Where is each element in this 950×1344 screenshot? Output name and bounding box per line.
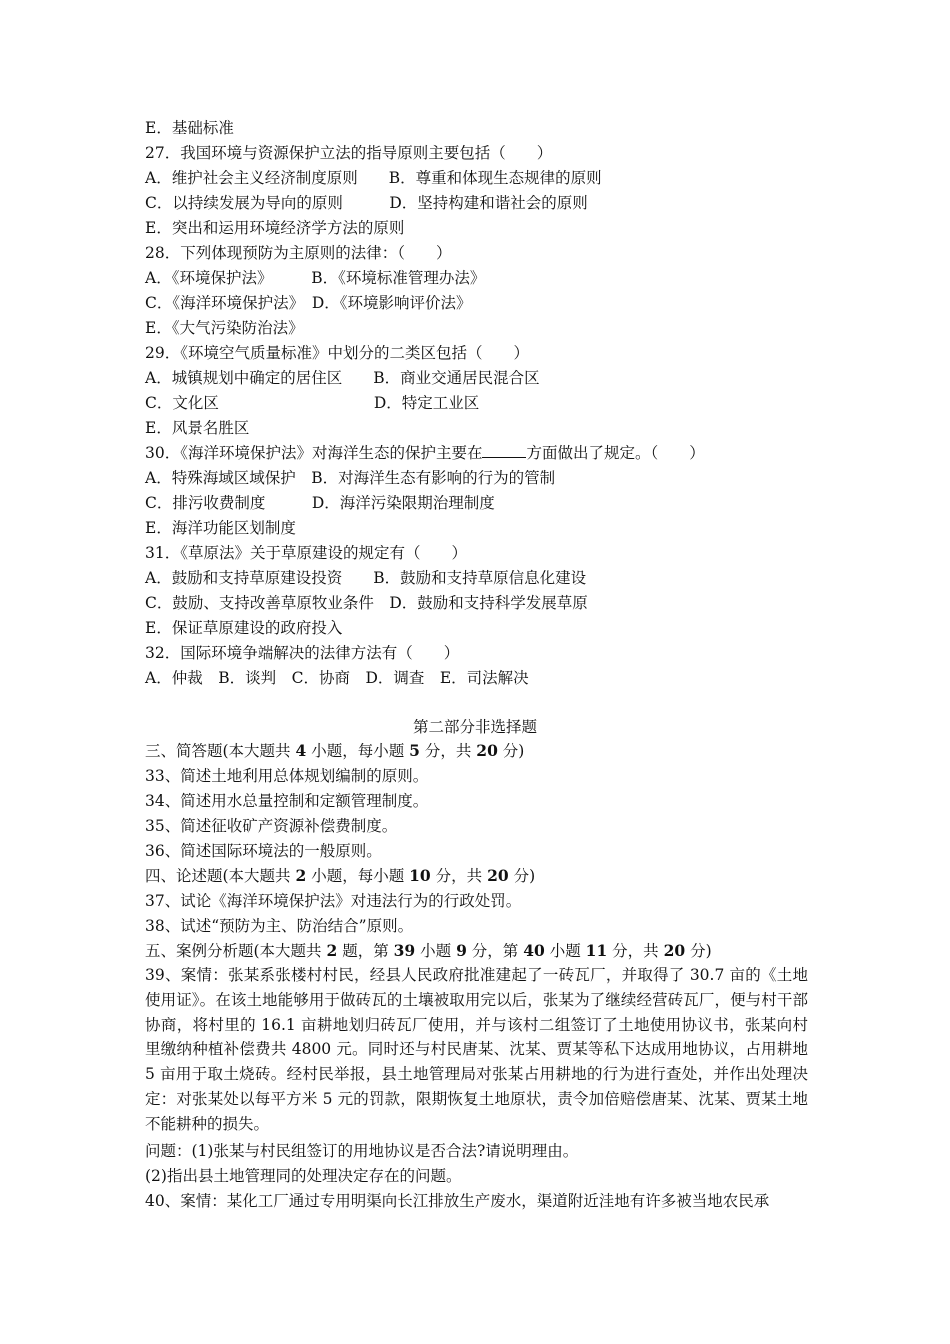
options-30-cd: C．排污收费制度 D．海洋污染限期治理制度 bbox=[145, 494, 495, 512]
section-number: 20 bbox=[476, 741, 498, 760]
section-number: 10 bbox=[409, 866, 431, 885]
section-three-heading bbox=[145, 741, 524, 761]
section-number: 20 bbox=[487, 866, 509, 885]
question-37: 37、试论《海洋环境保护法》对违法行为的行政处罚。 bbox=[145, 892, 522, 910]
section-number: 39 bbox=[393, 941, 416, 960]
options-32: A．仲裁 B．谈判 C．协商 D．调查 E．司法解决 bbox=[145, 669, 529, 687]
section-text: 分，共 bbox=[607, 942, 664, 960]
question-29: 29．《环境空气质量标准》中划分的二类区包括（ ） bbox=[145, 344, 529, 362]
options-31-ab: A．鼓励和支持草原建设投资 B．鼓励和支持草原信息化建设 bbox=[145, 569, 587, 587]
section-four-heading bbox=[145, 866, 535, 886]
section-number: 5 bbox=[409, 741, 420, 760]
section-text: 五、案例分析题(本大题共 bbox=[145, 942, 327, 960]
section-text: 分，共 bbox=[419, 742, 477, 760]
section-text: 题，第 bbox=[337, 942, 394, 960]
section-text: 小题，每小题 bbox=[306, 867, 410, 885]
option-28e: E．《大气污染防治法》 bbox=[145, 319, 304, 337]
case-39-question-2: (2)指出县土地管理同的处理决定存在的问题。 bbox=[145, 1167, 462, 1185]
options-30-ab: A．特殊海域区域保护 B．对海洋生态有影响的行为的管制 bbox=[145, 469, 556, 487]
section-text: 分) bbox=[685, 942, 712, 960]
fill-blank bbox=[482, 443, 526, 458]
question-35: 35、简述征收矿产资源补偿费制度。 bbox=[145, 817, 398, 835]
question-38: 38、试述“预防为主、防治结合”原则。 bbox=[145, 917, 414, 935]
options-29-ab: A．城镇规划中确定的居住区 B．商业交通居民混合区 bbox=[145, 369, 540, 387]
question-36: 36、简述国际环境法的一般原则。 bbox=[145, 842, 382, 860]
options-28-cd: C．《海洋环境保护法》 D．《环境影响评价法》 bbox=[145, 294, 472, 312]
section-number: 4 bbox=[295, 741, 307, 760]
section-number: 11 bbox=[585, 941, 608, 960]
question-31: 31．《草原法》关于草原建设的规定有（ ） bbox=[145, 544, 467, 562]
case-39-question-1: 问题：(1)张某与村民组签订的用地协议是否合法?请说明理由。 bbox=[145, 1142, 579, 1160]
section-number: 2 bbox=[326, 941, 338, 960]
section-text: 分，第 bbox=[466, 942, 524, 960]
section-text: 分) bbox=[497, 742, 525, 760]
section-text: 分) bbox=[508, 867, 536, 885]
section-text: 小题，每小题 bbox=[306, 742, 410, 760]
section-text: 三、简答题(本大题共 bbox=[145, 742, 296, 760]
options-28-ab: A．《环境保护法》 B．《环境标准管理办法》 bbox=[145, 269, 486, 287]
options-27-cd: C．以持续发展为导向的原则 D．坚持构建和谐社会的原则 bbox=[145, 194, 588, 212]
option-29e: E．风景名胜区 bbox=[145, 419, 250, 437]
options-29-cd: C．文化区 D．特定工业区 bbox=[145, 394, 480, 412]
question-28: 28．下列体现预防为主原则的法律：（ ） bbox=[145, 244, 452, 262]
question-30-end: 方面做出了规定。（ ） bbox=[526, 444, 705, 462]
question-27: 27．我国环境与资源保护立法的指导原则主要包括（ ） bbox=[145, 144, 553, 162]
section-text: 小题 bbox=[544, 942, 586, 960]
case-40-text: 40、案情：某化工厂通过专用明渠向长江排放生产废水，渠道附近洼地有许多被当地农民承 bbox=[145, 1192, 770, 1210]
section-text: 四、论述题(本大题共 bbox=[145, 867, 296, 885]
option-31e: E．保证草原建设的政府投入 bbox=[145, 619, 343, 637]
option-26e: E．基础标准 bbox=[145, 119, 234, 137]
section-number: 40 bbox=[523, 941, 545, 960]
options-31-cd: C．鼓励、支持改善草原牧业条件 D．鼓励和支持科学发展草原 bbox=[145, 594, 588, 612]
section-number: 2 bbox=[295, 866, 307, 885]
section-number: 20 bbox=[663, 941, 686, 960]
question-33: 33、简述土地利用总体规划编制的原则。 bbox=[145, 767, 429, 785]
section-text: 分，共 bbox=[430, 867, 488, 885]
option-30e: E．海洋功能区划制度 bbox=[145, 519, 296, 537]
question-34: 34、简述用水总量控制和定额管理制度。 bbox=[145, 792, 429, 810]
part-two-heading: 第二部分非选择题 bbox=[412, 718, 537, 736]
section-five-heading bbox=[145, 941, 712, 961]
section-number: 9 bbox=[456, 941, 467, 960]
question-32: 32．国际环境争端解决的法律方法有（ ） bbox=[145, 644, 460, 662]
options-27-ab: A．维护社会主义经济制度原则 B．尊重和体现生态规律的原则 bbox=[145, 169, 602, 187]
question-30 bbox=[145, 443, 705, 463]
question-30-start: 30．《海洋环境保护法》对海洋生态的保护主要在 bbox=[145, 444, 483, 462]
case-39-text: 39、案情：张某系张楼村村民，经县人民政府批准建起了一砖瓦厂，并取得了 30.7 亩的《土地使用证》。在该土地能够用于做砖瓦的土壤被取用完以后，张某为了继续经营砖瓦厂，便与村干部协商，将村里的 16.1 亩耕地划归砖瓦厂使用，并与该村二组签订了土地使用协议书，张某向村里缴纳种植补偿费共 4800 元。同时还与村民唐某、沈某、贾某等私下达成用地协议，占用耕地 5 亩用于取土烧砖。经村民举报，县土地管理局对张某占用耕地的行为进行查处，并作出处理决定：对张某处以每平方米 5 元的罚款，限期恢复土地原状，责令加倍赔偿唐某、沈某、贾某土地不能耕种的损失。 bbox=[145, 966, 808, 1133]
section-text: 小题 bbox=[415, 942, 457, 960]
option-27e: E．突出和运用环境经济学方法的原则 bbox=[145, 219, 405, 237]
